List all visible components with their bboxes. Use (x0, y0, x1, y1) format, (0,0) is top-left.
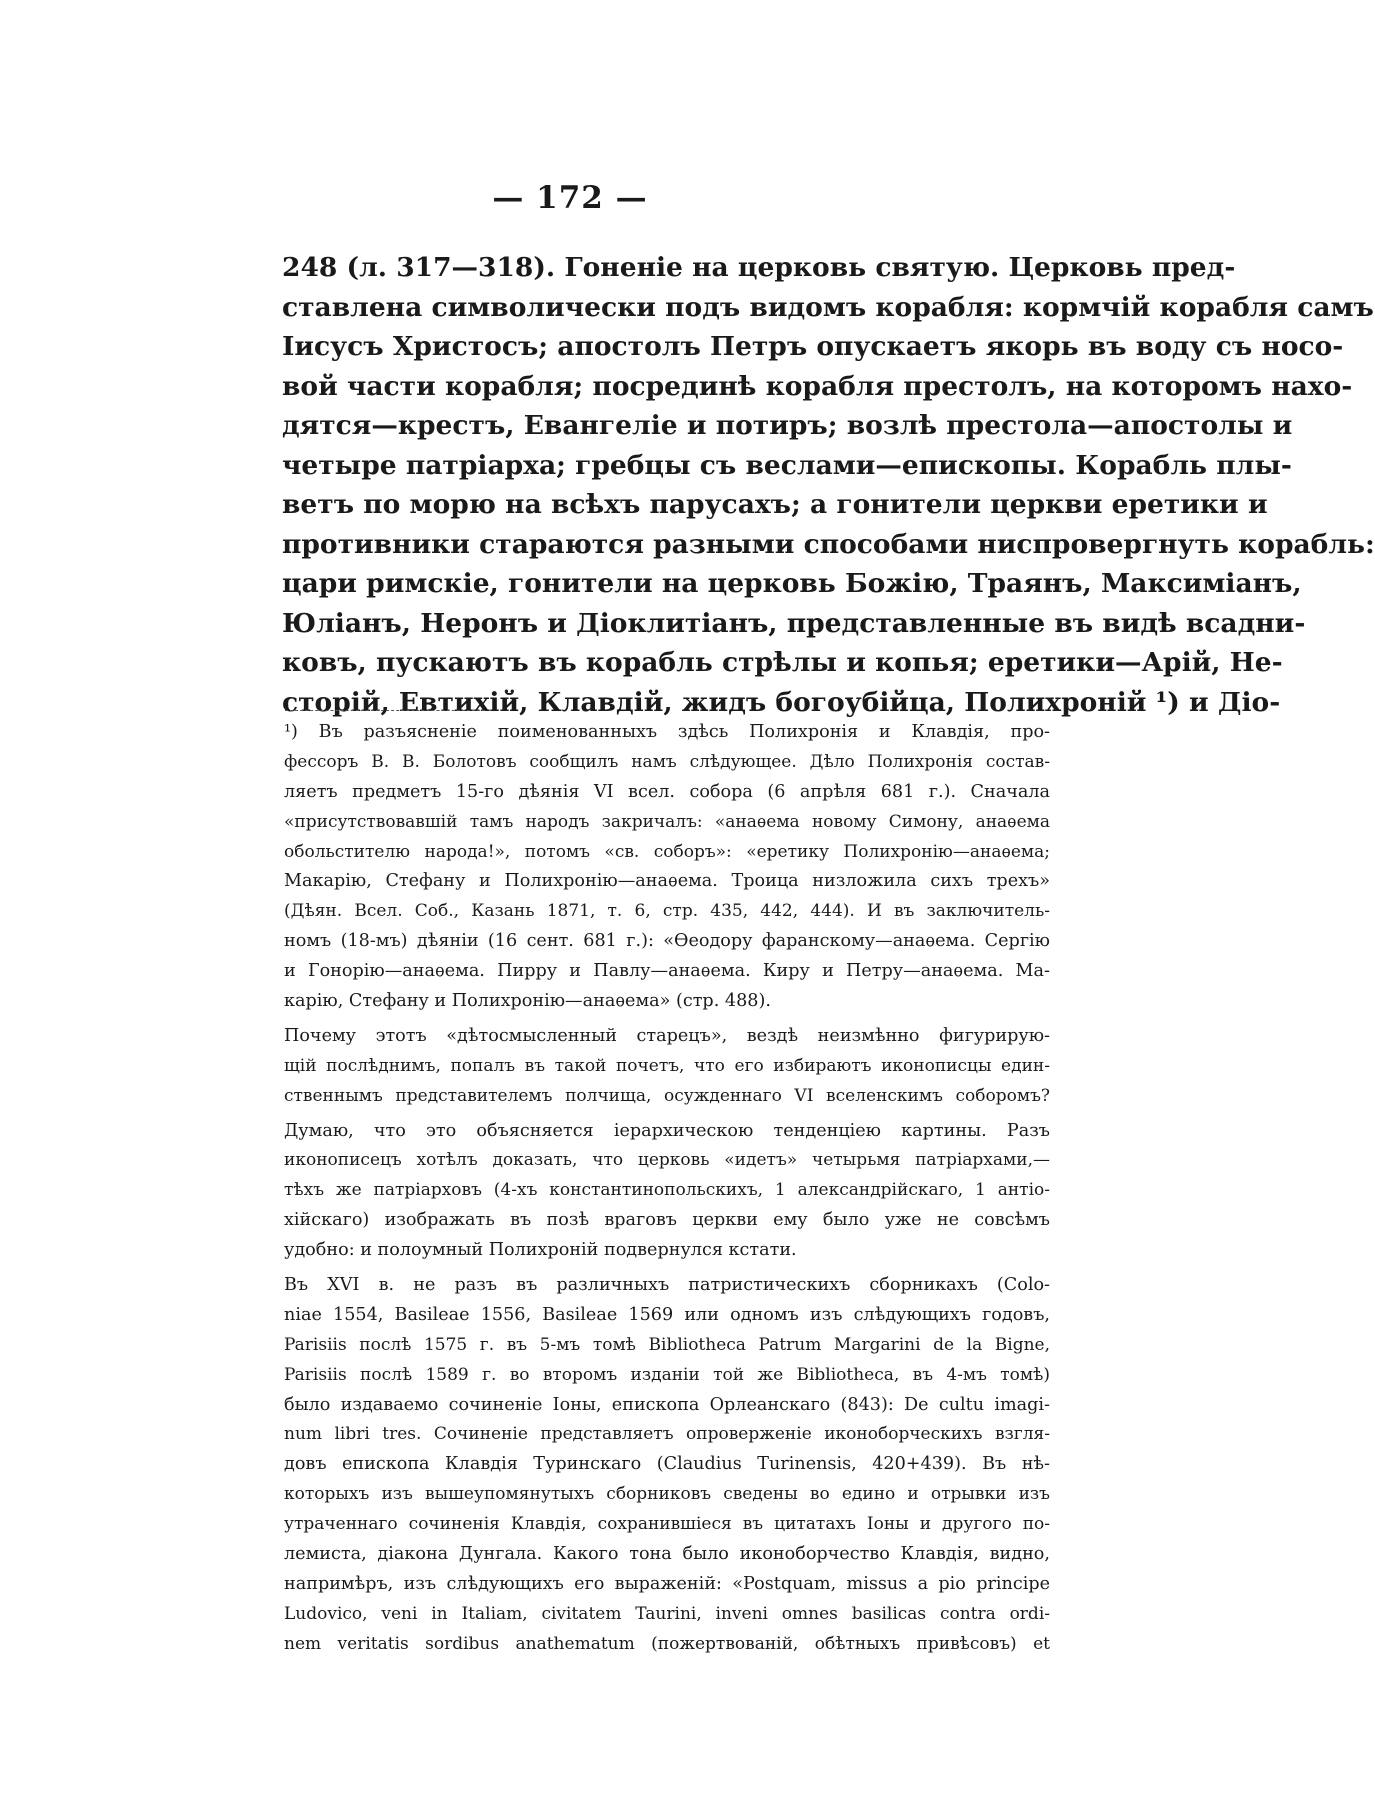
main-text-line: ветъ по морю на всѣхъ парусахъ; а гонители церкви еретики и (282, 489, 1268, 520)
main-text-line: 248 (л. 317—318). Гоненіе на церковь святую. Церковь пред- (282, 252, 1236, 283)
footnote-line: Въ XVI в. не разъ въ различныхъ патристическихъ сборникахъ (Colo- (284, 1275, 1050, 1296)
main-text (282, 248, 1375, 722)
footnote-line: карію, Стефану и Полихронію—анаѳема» (стр. 488). (284, 991, 771, 1012)
footnote-line: Думаю, что это объясняется іерархическою тенденціею картины. Разъ (284, 1120, 1050, 1141)
footnote-line: ственнымъ представителемъ полчища, осужденнаго VI вселенскимъ соборомъ? (284, 1085, 1050, 1106)
footnote-line: которыхъ изъ вышеупомянутыхъ сборниковъ сведены во едино и отрывки изъ (284, 1484, 1050, 1505)
footnote-line: довъ епископа Клавдія Туринскаго (Claudius Turinensis, 420+439). Въ нѣ- (284, 1454, 1050, 1475)
main-text-line: ковъ, пускаютъ въ корабль стрѣлы и копья; еретики—Арій, Не- (282, 647, 1283, 678)
footnote-line: фессоръ В. В. Болотовъ сообщилъ намъ слѣдующее. Дѣло Полихронія состав- (284, 751, 1050, 772)
footnote-line: номъ (18-мъ) дѣяніи (16 сент. 681 г.): «Ѳеодору фаранскому—анаѳема. Сергію (284, 931, 1050, 952)
footnote-line: было издаваемо сочиненіе Іоны, епископа Орлеанскаго (843): De cultu imagi- (284, 1394, 1050, 1415)
footnote-line: щій послѣднимъ, попалъ въ такой почетъ, что его избираютъ иконописцы един- (284, 1055, 1050, 1076)
footnote-line: тѣхъ же патріарховъ (4-хъ константинопольскихъ, 1 александрійскаго, 1 антіо- (284, 1180, 1050, 1201)
footnote-line: удобно: и полоумный Полихроній подвернулся кстати. (284, 1240, 797, 1261)
footnote-line: Ludovico, veni in Italiam, civitatem Taurini, inveni omnes basilicas contra ordi- (284, 1603, 1050, 1624)
main-text-line: цари римскіе, гонители на церковь Божію, Траянъ, Максиміанъ, (282, 568, 1302, 599)
footnote-line: nem veritatis sordibus anathematum (пожертвованій, обѣтныхъ привѣсовъ) et (284, 1633, 1050, 1654)
footnote-line: «присутствовавшій тамъ народъ закричалъ: «анаѳема новому Симону, анаѳема (284, 811, 1050, 832)
page-number: — 172 — (492, 180, 648, 216)
footnote-line: num libri tres. Сочиненіе представляетъ опроверженіе иконоборческихъ взгля- (284, 1424, 1050, 1445)
footnote-line: Макарію, Стефану и Полихронію—анаѳема. Троица низложила сихъ трехъ» (284, 871, 1050, 892)
footnote-line: niae 1554, Basileae 1556, Basileae 1569 или одномъ изъ слѣдующихъ годовъ, (284, 1304, 1050, 1325)
footnote-line: напримѣръ, изъ слѣдующихъ его выраженій: «Postquam, missus a pio principe (284, 1573, 1050, 1594)
footnote-separator (285, 710, 485, 711)
footnote-line: и Гонорію—анаѳема. Пирру и Павлу—анаѳема. Киру и Петру—анаѳема. Ма- (284, 961, 1050, 982)
footnote-line: иконописецъ хотѣлъ доказать, что церковь «идетъ» четырьмя патріархами,— (284, 1150, 1050, 1171)
footnote-line: (Дѣян. Всел. Соб., Казань 1871, т. 6, стр. 435, 442, 444). И въ заключитель- (284, 901, 1050, 922)
footnote-line: Parisiis послѣ 1575 г. въ 5-мъ томѣ Bibliotheca Patrum Margarini de la Bigne, (284, 1334, 1050, 1355)
footnote-line: ¹) Въ разъясненіе поименованныхъ здѣсь Полихронія и Клавдія, про- (284, 722, 1050, 742)
footnote-line: ляетъ предметъ 15-го дѣянія VI всел. собора (6 апрѣля 681 г.). Сначала (284, 781, 1050, 802)
footnote-line: Почему этотъ «дѣтосмысленный старецъ», вездѣ неизмѣнно фигурирую- (284, 1025, 1050, 1046)
main-text-line: вой части корабля; посрединѣ корабля престолъ, на которомъ нахо- (282, 370, 1353, 402)
footnote-line: Parisiis послѣ 1589 г. во второмъ изданіи той же Bibliotheca, въ 4-мъ томѣ) (284, 1364, 1050, 1385)
main-text-line: четыре патріарха; гребцы съ веслами—епископы. Корабль плы- (282, 449, 1292, 481)
footnote-line: утраченнаго сочиненія Клавдія, сохранившіеся въ цитатахъ Іоны и другого по- (284, 1514, 1050, 1535)
footnote-line: обольстителю народа!», потомъ «св. соборъ»: «еретику Полихронію—анаѳема; (284, 841, 1050, 862)
main-text-line: Юліанъ, Неронъ и Діоклитіанъ, представленные въ видѣ всадни- (282, 607, 1306, 639)
main-text-line: сторій, Евтихій, Клавдій, жидъ богоубійца, Полихроній ¹) и Діо- (282, 686, 1281, 718)
footnote-line: хійскаго) изображать въ позѣ враговъ церкви ему было уже не совсѣмъ (284, 1210, 1050, 1231)
footnote-line: лемиста, діакона Дунгала. Какого тона было иконоборчество Клавдія, видно, (284, 1544, 1050, 1565)
main-text-line: дятся—крестъ, Евангеліе и потиръ; возлѣ престола—апостолы и (282, 410, 1293, 441)
main-text-line: противники стараются разными способами ниспровергнуть корабль: (282, 528, 1375, 560)
main-text-line: ставлена символически подъ видомъ корабля: кормчій корабля самъ (282, 291, 1374, 323)
footnotes (284, 718, 1050, 1660)
main-text-line: Іисусъ Христосъ; апостолъ Петръ опускаетъ якорь въ воду съ носо- (282, 331, 1344, 362)
